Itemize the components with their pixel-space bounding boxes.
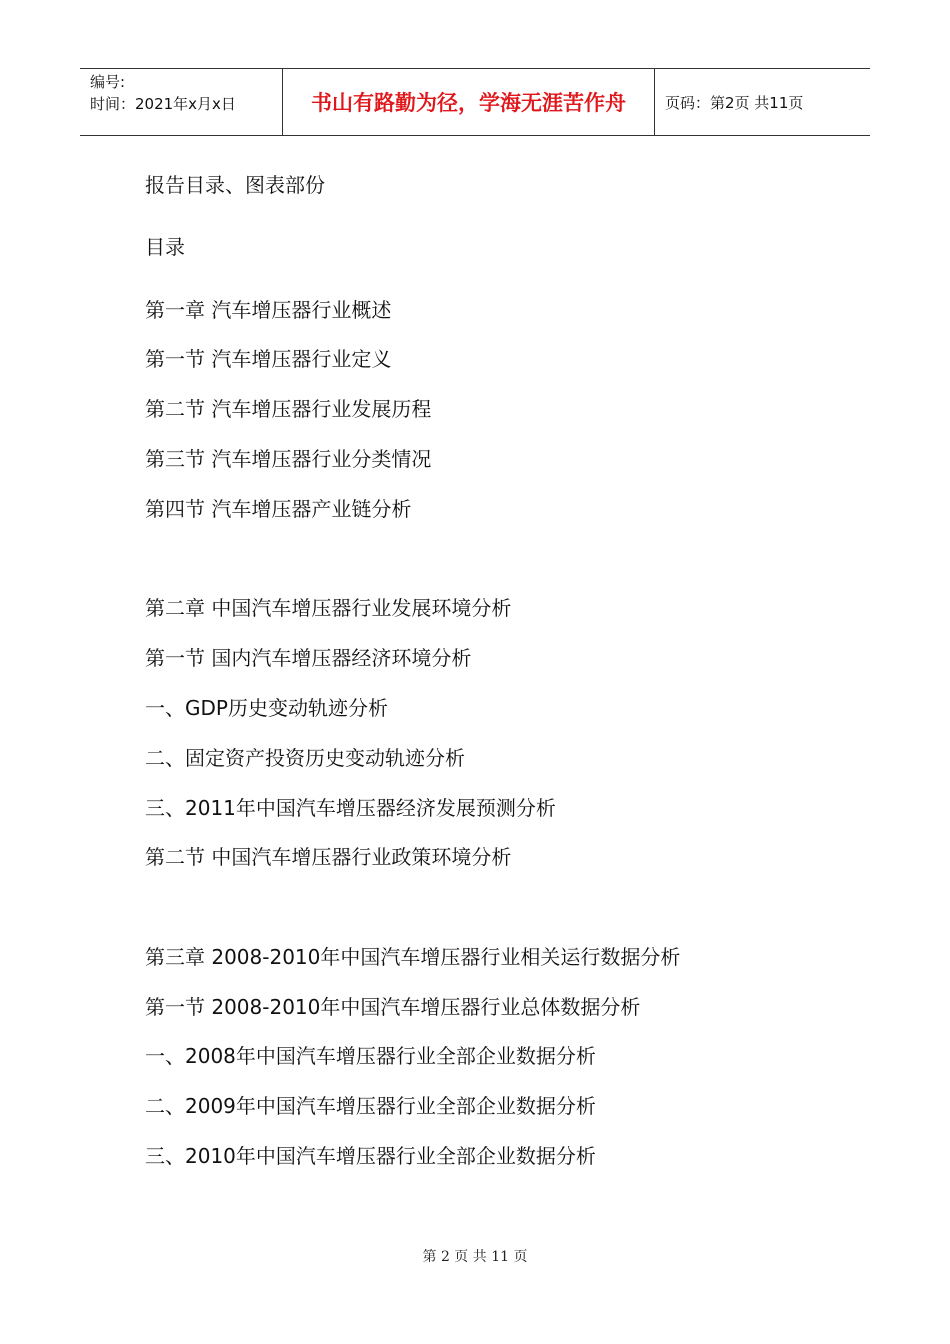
toc-line: 第二章 中国汽车增压器行业发展环境分析 xyxy=(145,596,512,620)
page-footer: 第 2 页 共 11 页 xyxy=(422,1249,528,1265)
header-motto: 书山有路勤为径，学海无涯苦作舟 xyxy=(311,91,626,115)
toc-line: 一、GDP历史变动轨迹分析 xyxy=(145,696,388,720)
toc-title: 目录 xyxy=(145,235,185,259)
toc-line: 二、固定资产投资历史变动轨迹分析 xyxy=(145,746,465,770)
toc-line: 第三章 2008-2010年中国汽车增压器行业相关运行数据分析 xyxy=(145,945,681,969)
toc-line: 第四节 汽车增压器产业链分析 xyxy=(145,497,412,521)
header-motto-cell xyxy=(282,69,655,135)
toc-line: 第一章 汽车增压器行业概述 xyxy=(145,298,392,322)
toc-line: 第一节 2008-2010年中国汽车增压器行业总体数据分析 xyxy=(145,995,641,1019)
toc-line: 第二节 中国汽车增压器行业政策环境分析 xyxy=(145,845,512,869)
document-time-label: 时间：2021年x月x日 xyxy=(90,95,236,113)
toc-line: 第一节 国内汽车增压器经济环境分析 xyxy=(145,646,472,670)
toc-line: 第三节 汽车增压器行业分类情况 xyxy=(145,447,432,471)
toc-line: 三、2011年中国汽车增压器经济发展预测分析 xyxy=(145,796,556,820)
header-meta-cell xyxy=(80,69,282,135)
document-number-label: 编号: xyxy=(90,73,126,91)
toc-line: 三、2010年中国汽车增压器行业全部企业数据分析 xyxy=(145,1144,596,1168)
header-page-info: 页码：第2页 共11页 xyxy=(665,93,804,112)
toc-line: 第二节 汽车增压器行业发展历程 xyxy=(145,397,432,421)
section-title: 报告目录、图表部份 xyxy=(145,173,325,197)
toc-line: 二、2009年中国汽车增压器行业全部企业数据分析 xyxy=(145,1094,596,1118)
toc-line: 第一节 汽车增压器行业定义 xyxy=(145,347,392,371)
header-page-cell xyxy=(655,69,870,135)
toc-line: 一、2008年中国汽车增压器行业全部企业数据分析 xyxy=(145,1044,596,1068)
document-header xyxy=(80,68,870,136)
